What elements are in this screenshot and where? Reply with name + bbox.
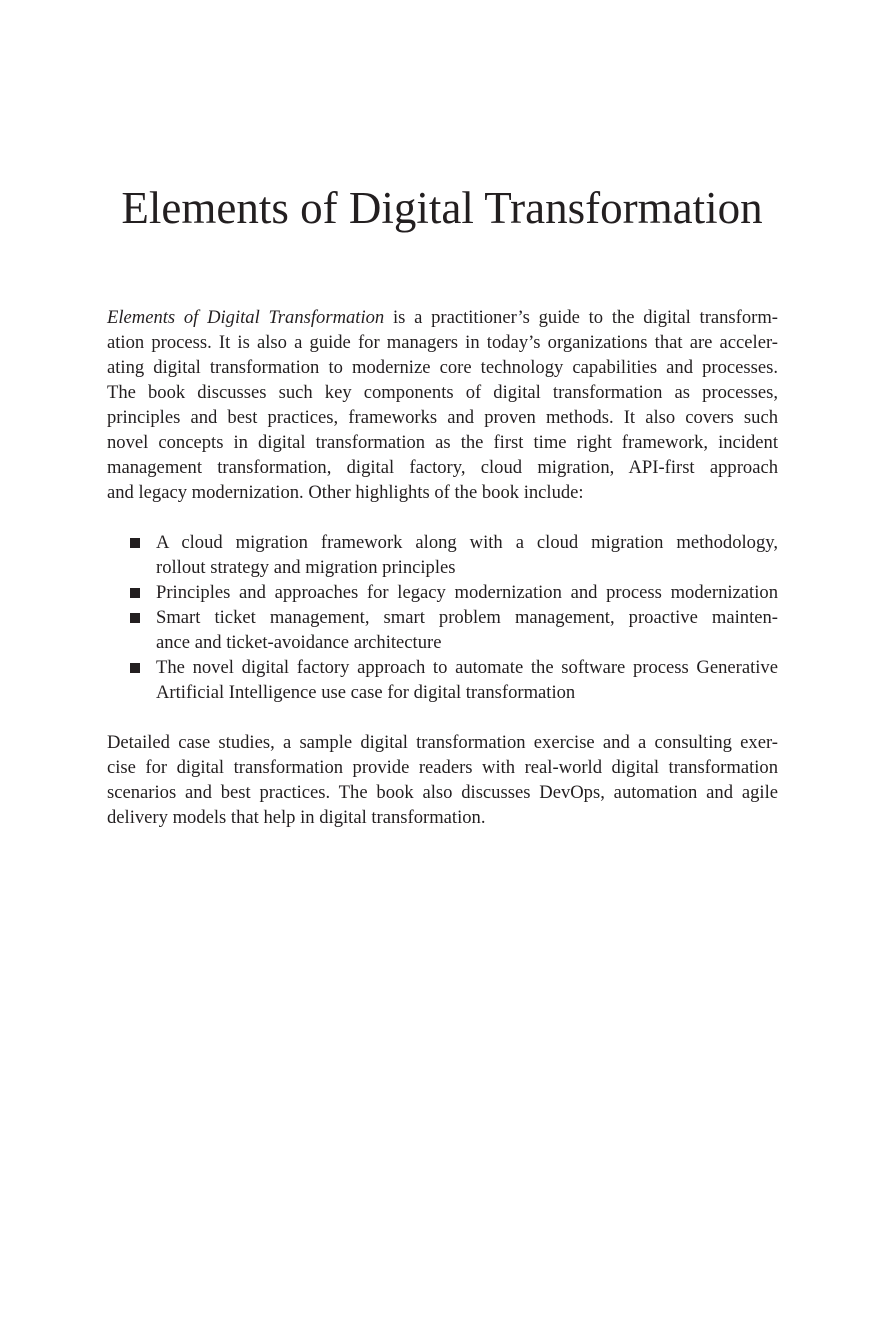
text-line: scenarios and best practices. The book also discusses DevOps, automation and agile	[107, 782, 778, 803]
book-title-italic: Elements of Digital Transformation	[107, 307, 385, 328]
square-bullet-icon	[130, 613, 140, 623]
text-line: ation process. It is also a guide for managers in today’s organizations that are acceler-	[107, 332, 778, 353]
square-bullet-icon	[130, 588, 140, 598]
list-item: The novel digital factory approach to automate the software process Generative Artificial Intelligence use case for digital transformation	[128, 655, 778, 705]
square-bullet-icon	[130, 663, 140, 673]
list-item: Smart ticket management, smart problem management, proactive mainten- ance and ticket-avoidance architecture	[128, 605, 778, 655]
text-line: principles and best practices, frameworks and proven methods. It also covers such	[107, 407, 778, 428]
text-line: novel concepts in digital transformation as the first time right framework, incident	[107, 432, 778, 453]
text-line: Detailed case studies, a sample digital transformation exercise and a consulting exer-	[107, 732, 778, 753]
text-line: cise for digital transformation provide readers with real-world digital transformation	[107, 757, 778, 778]
highlights-list	[128, 530, 778, 705]
text-line: ating digital transformation to modernize core technology capabilities and processes.	[107, 357, 778, 378]
intro-paragraph	[107, 305, 778, 505]
book-title: Elements of Digital Transformation	[121, 183, 763, 233]
text-line: delivery models that help in digital transformation.	[107, 807, 486, 828]
square-bullet-icon	[130, 538, 140, 548]
closing-paragraph	[107, 730, 778, 830]
text-line: The book discusses such key components of digital transformation as processes,	[107, 382, 778, 403]
text-line: management transformation, digital factory, cloud migration, API-first approach	[107, 457, 778, 478]
list-item: A cloud migration framework along with a cloud migration methodology, rollout strategy and migration principles	[128, 530, 778, 580]
list-item: Principles and approaches for legacy modernization and process modernization	[128, 580, 778, 605]
text-line: Elements of Digital Transformation is a practitioner’s guide to the digital transform-	[107, 307, 779, 328]
text-line: and legacy modernization. Other highlights of the book include:	[107, 482, 584, 503]
